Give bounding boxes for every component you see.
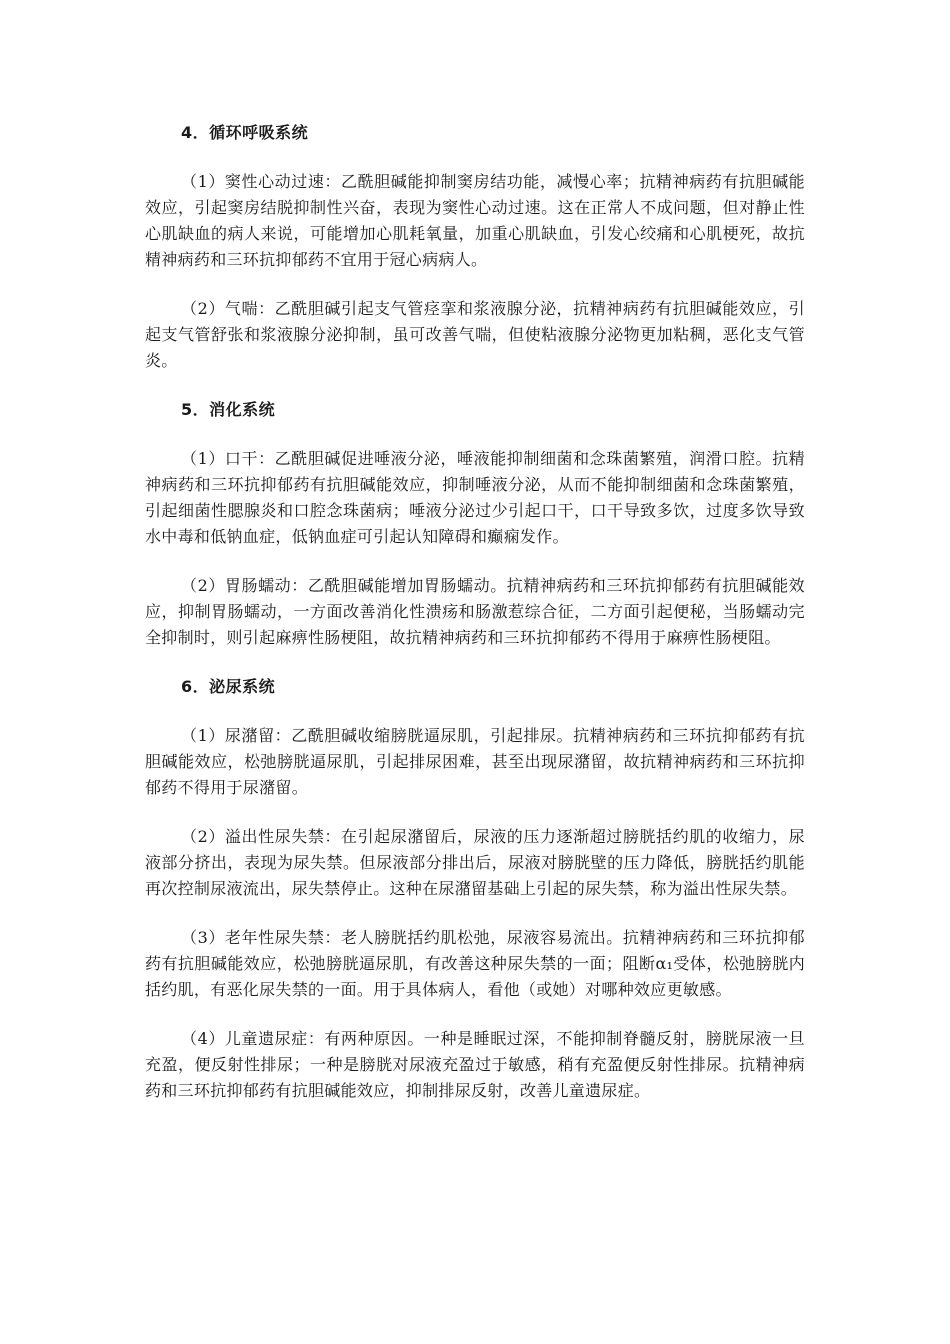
- paragraph-sinus-tachycardia: （1）窦性心动过速：乙酰胆碱能抑制窦房结功能，减慢心率；抗精神病药有抗胆碱能效应，引起窦房结脱抑制性兴奋，表现为窦性心动过速。这在正常人不成问题，但对静止性心肌缺血的病人来说，可能增加心肌耗氧量，加重心肌缺血，引发心绞痛和心肌梗死，故抗精神病药和三环抗抑郁药不宜用于冠心病病人。: [145, 172, 805, 269]
- paragraph-childhood-enuresis: （4）儿童遗尿症：有两种原因。一种是睡眠过深，不能抑制脊髓反射，膀胱尿液一旦充盈，便反射性排尿；一种是膀胱对尿液充盈过于敏感，稍有充盈便反射性排尿。抗精神病药和三环抗抑郁药有抗胆碱能效应，抑制排尿反射，改善儿童遗尿症。: [145, 1029, 805, 1100]
- paragraph-senile-incontinence: （3）老年性尿失禁：老人膀胱括约肌松弛，尿液容易流出。抗精神病药和三环抗抑郁药有抗胆碱能效应，松弛膀胱逼尿肌，有改善这种尿失禁的一面；阻断α₁受体，松弛膀胱内括约肌，有恶化尿失禁的一面。用于具体病人，看他（或她）对哪种效应更敏感。: [145, 928, 805, 999]
- section-heading-circulation-respiration: 4．循环呼吸系统: [181, 123, 309, 142]
- document-page: [145, 120, 805, 1127]
- paragraph-asthma: （2）气喘：乙酰胆碱引起支气管痉挛和浆液腺分泌，抗精神病药有抗胆碱能效应，引起支气管舒张和浆液腺分泌抑制，虽可改善气喘，但使粘液腺分泌物更加粘稠，恶化支气管炎。: [145, 299, 805, 370]
- paragraph-dry-mouth: （1）口干：乙酰胆碱促进唾液分泌，唾液能抑制细菌和念珠菌繁殖，润滑口腔。抗精神病药和三环抗抑郁药有抗胆碱能效应，抑制唾液分泌，从而不能抑制细菌和念珠菌繁殖，引起细菌性腮腺炎和口腔念珠菌病；唾液分泌过少引起口干，口干导致多饮，过度多饮导致水中毒和低钠血症，低钠血症可引起认知障碍和癫痫发作。: [145, 449, 805, 546]
- paragraph-overflow-incontinence: （2）溢出性尿失禁：在引起尿潴留后，尿液的压力逐渐超过膀胱括约肌的收缩力，尿液部分挤出，表现为尿失禁。但尿液部分排出后，尿液对膀胱壁的压力降低，膀胱括约肌能再次控制尿液流出，尿失禁停止。这种在尿潴留基础上引起的尿失禁，称为溢出性尿失禁。: [145, 827, 805, 898]
- paragraph-gi-motility: （2）胃肠蠕动：乙酰胆碱能增加胃肠蠕动。抗精神病药和三环抗抑郁药有抗胆碱能效应，抑制胃肠蠕动，一方面改善消化性溃疡和肠激惹综合征，二方面引起便秘，当肠蠕动完全抑制时，则引起麻痹性肠梗阻，故抗精神病药和三环抗抑郁药不得用于麻痹性肠梗阻。: [145, 576, 805, 647]
- section-heading-urinary: 6．泌尿系统: [181, 677, 276, 696]
- paragraph-urinary-retention: （1）尿潴留：乙酰胆碱收缩膀胱逼尿肌，引起排尿。抗精神病药和三环抗抑郁药有抗胆碱能效应，松弛膀胱逼尿肌，引起排尿困难，甚至出现尿潴留，故抗精神病药和三环抗抑郁药不得用于尿潴留。: [145, 726, 805, 797]
- section-heading-digestive: 5．消化系统: [181, 400, 276, 419]
